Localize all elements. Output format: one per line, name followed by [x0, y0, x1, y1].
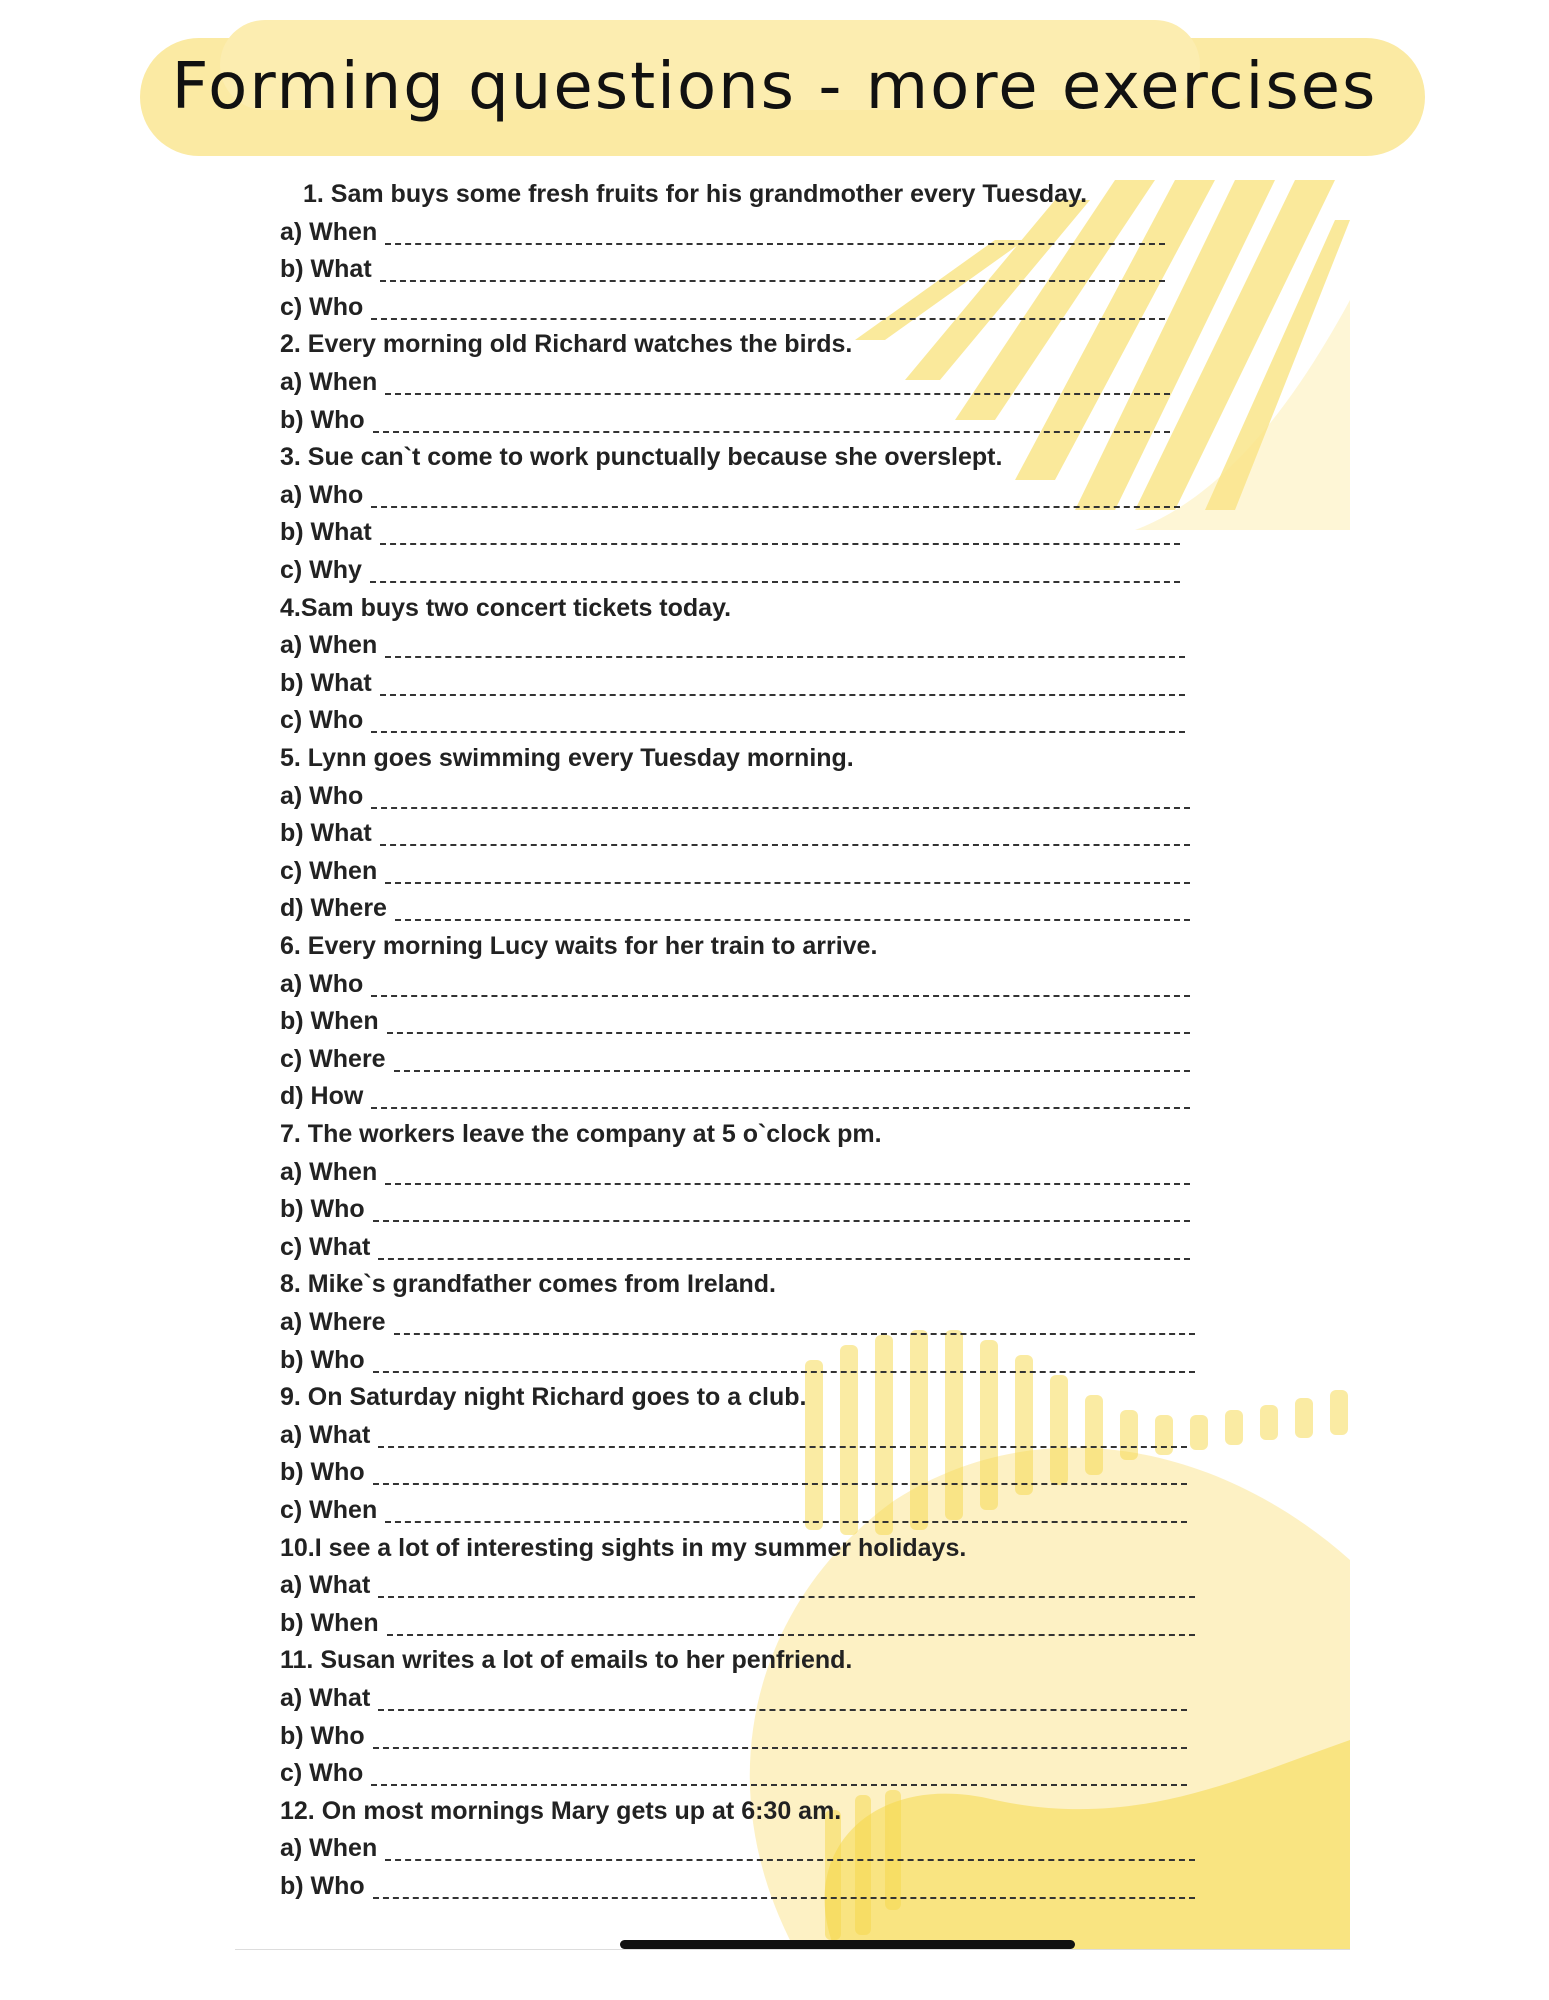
answer-blank[interactable]: [371, 506, 1180, 508]
question-word-label: a) When: [280, 631, 378, 660]
question-word-label: a) When: [280, 368, 378, 396]
exercise-prompt: 6. Every morning Lucy waits for her train to arrive.: [280, 932, 878, 960]
answer-blank[interactable]: [378, 1446, 1187, 1448]
question-word-label: c) Who: [280, 706, 364, 735]
answer-blank[interactable]: [373, 1371, 1195, 1373]
question-word-label: a) What: [280, 1684, 371, 1712]
answer-line[interactable]: [280, 1458, 1232, 1488]
exercise-prompt: 11. Susan writes a lot of emails to her penfriend.: [280, 1646, 853, 1675]
answer-blank[interactable]: [371, 995, 1190, 997]
answer-line[interactable]: [280, 631, 1230, 661]
answer-line[interactable]: [280, 556, 1225, 586]
question-word-label: b) When: [280, 1608, 379, 1637]
question-word-label: a) When: [280, 1834, 378, 1863]
answer-line[interactable]: [280, 1834, 1240, 1864]
answer-blank[interactable]: [378, 1596, 1195, 1598]
question-word-label: a) When: [280, 217, 378, 246]
answer-line[interactable]: [280, 857, 1235, 887]
question-word-label: c) Why: [280, 556, 362, 584]
answer-blank[interactable]: [373, 1483, 1187, 1485]
exercise-prompt: 12. On most mornings Mary gets up at 6:30 am.: [280, 1796, 842, 1825]
answer-blank[interactable]: [371, 318, 1165, 320]
question-word-label: b) Who: [280, 405, 365, 434]
exercise-prompt: 8. Mike`s grandfather comes from Ireland.: [280, 1270, 776, 1299]
answer-blank[interactable]: [371, 1107, 1190, 1109]
answer-line[interactable]: [280, 1759, 1232, 1789]
question-word-label: c) Who: [280, 292, 364, 321]
answer-blank[interactable]: [371, 1784, 1187, 1786]
answer-blank[interactable]: [378, 1709, 1187, 1711]
answer-blank[interactable]: [394, 1333, 1195, 1335]
exercise-prompt: 1. Sam buys some fresh fruits for his grandmother every Tuesday.: [303, 180, 1088, 208]
answer-line[interactable]: [280, 1045, 1235, 1075]
answer-blank[interactable]: [373, 1747, 1187, 1749]
worksheet: [235, 180, 1350, 1950]
answer-line[interactable]: [280, 1609, 1240, 1639]
answer-blank[interactable]: [385, 1859, 1195, 1861]
answer-blank[interactable]: [380, 543, 1180, 545]
answer-line[interactable]: [280, 1421, 1232, 1451]
question-word-label: d) Where: [280, 894, 387, 923]
question-word-label: b) When: [280, 1007, 379, 1036]
answer-line[interactable]: [280, 1872, 1240, 1902]
exercise-prompt: 7. The workers leave the company at 5 o`clock pm.: [280, 1120, 882, 1148]
answer-line[interactable]: [280, 1684, 1232, 1714]
answer-line[interactable]: [280, 782, 1235, 812]
exercise-prompt: 5. Lynn goes swimming every Tuesday morning.: [280, 744, 854, 772]
answer-blank[interactable]: [387, 1032, 1190, 1034]
answer-blank[interactable]: [371, 807, 1190, 809]
exercise-prompt: 2. Every morning old Richard watches the birds.: [280, 330, 853, 359]
question-word-label: a) What: [280, 1571, 371, 1600]
question-word-label: a) When: [280, 1157, 378, 1186]
answer-line[interactable]: [280, 255, 1210, 285]
answer-line[interactable]: [280, 1007, 1235, 1037]
question-word-label: b) Who: [280, 1872, 365, 1900]
answer-line[interactable]: [280, 1195, 1235, 1225]
answer-line[interactable]: [280, 1496, 1232, 1526]
answer-blank[interactable]: [385, 393, 1170, 395]
answer-line[interactable]: [280, 1158, 1235, 1188]
answer-line[interactable]: [280, 1233, 1235, 1263]
answer-blank[interactable]: [394, 1070, 1190, 1072]
exercise-prompt: 10.I see a lot of interesting sights in my summer holidays.: [280, 1533, 967, 1562]
answer-line[interactable]: [280, 368, 1215, 398]
question-word-label: c) Who: [280, 1759, 364, 1788]
page-title: Forming questions - more exercises: [171, 50, 1378, 124]
home-indicator-bar[interactable]: [620, 1940, 1075, 1949]
question-word-label: c) What: [280, 1232, 371, 1261]
question-word-label: b) What: [280, 518, 372, 547]
question-word-label: b) Who: [280, 1458, 365, 1487]
question-word-label: a) Who: [280, 781, 364, 810]
answer-blank[interactable]: [370, 581, 1180, 583]
answer-blank[interactable]: [380, 280, 1165, 282]
answer-line[interactable]: [280, 1571, 1240, 1601]
answer-line[interactable]: [280, 293, 1210, 323]
answer-line[interactable]: [280, 970, 1235, 1000]
answer-line[interactable]: [280, 706, 1230, 736]
question-word-label: b) Who: [280, 1195, 365, 1224]
question-word-label: a) What: [280, 1420, 371, 1449]
answer-blank[interactable]: [378, 1258, 1190, 1260]
answer-blank[interactable]: [380, 844, 1190, 846]
question-word-label: c) Where: [280, 1044, 386, 1073]
answer-line[interactable]: [280, 218, 1210, 248]
answer-blank[interactable]: [373, 1220, 1190, 1222]
exercise-prompt: 4.Sam buys two concert tickets today.: [280, 593, 732, 622]
answer-line[interactable]: [280, 894, 1235, 924]
question-word-label: a) Who: [280, 969, 364, 998]
answer-line[interactable]: [280, 518, 1225, 548]
question-word-label: a) Who: [280, 480, 364, 509]
answer-blank[interactable]: [373, 1897, 1195, 1899]
exercise-prompt: 9. On Saturday night Richard goes to a club.: [280, 1383, 807, 1412]
answer-line[interactable]: [280, 481, 1225, 511]
answer-line[interactable]: [280, 1346, 1240, 1376]
answer-blank[interactable]: [385, 1183, 1190, 1185]
answer-line[interactable]: [280, 1722, 1232, 1752]
question-word-label: b) What: [280, 255, 372, 284]
exercise-prompt: 3. Sue can`t come to work punctually because she overslept.: [280, 443, 1003, 472]
answer-blank[interactable]: [395, 919, 1190, 921]
answer-blank[interactable]: [385, 243, 1165, 245]
answer-line[interactable]: [280, 669, 1230, 699]
answer-blank[interactable]: [385, 1521, 1187, 1523]
answer-blank[interactable]: [380, 694, 1185, 696]
answer-blank[interactable]: [385, 882, 1190, 884]
question-word-label: c) When: [280, 856, 378, 885]
question-word-label: b) What: [280, 819, 372, 848]
question-word-label: b) What: [280, 668, 372, 697]
question-word-label: d) How: [280, 1082, 364, 1111]
answer-line[interactable]: [280, 819, 1235, 849]
page-edge: [235, 1949, 1350, 1950]
question-word-label: b) Who: [280, 1721, 365, 1750]
answer-blank[interactable]: [371, 731, 1185, 733]
answer-blank[interactable]: [373, 431, 1170, 433]
question-word-label: a) Where: [280, 1308, 386, 1336]
answer-blank[interactable]: [385, 656, 1185, 658]
answer-line[interactable]: [280, 1082, 1235, 1112]
question-word-label: b) Who: [280, 1345, 365, 1374]
answer-blank[interactable]: [387, 1634, 1195, 1636]
answer-line[interactable]: [280, 1308, 1240, 1338]
question-word-label: c) When: [280, 1496, 378, 1524]
answer-line[interactable]: [280, 406, 1215, 436]
